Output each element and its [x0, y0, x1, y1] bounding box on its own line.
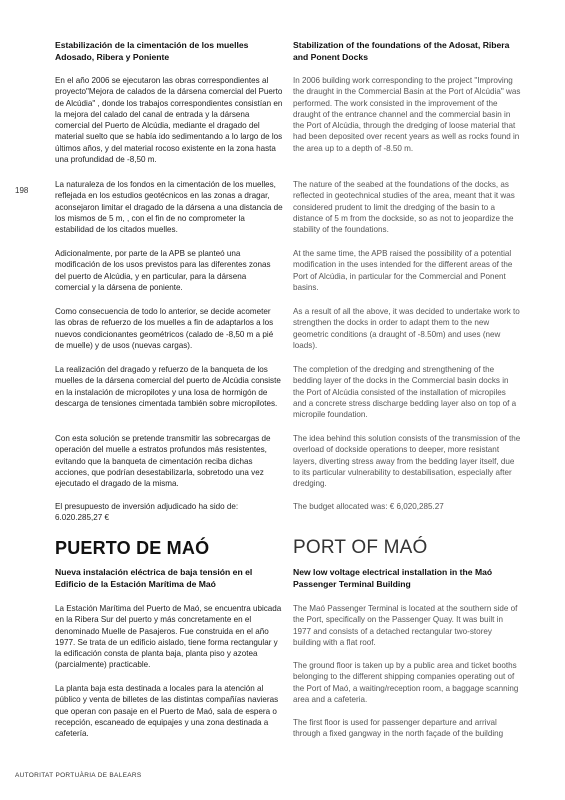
- paragraph-en-4: As a result of all the above, it was decided to undertake work to strengthen the docks in order to adapt them to the new geometric conditions (a draught of -8.50m) and uses (new loads).: [293, 307, 520, 350]
- paragraph2-es-2: La planta baja esta destinada a locales para la atención al público y venta de billetes de las distintas compañías navieras que operan con pasaje en el Puerto de Maó, sala de espera o recepción, escaneado de equipajes y una zona destinada a cafetería.: [55, 684, 279, 739]
- paragraph2-es-1: La Estación Marítima del Puerto de Maó, se encuentra ubicada en la Ribera Sur del puerto y más concretamente en el denominado Muelle de Pasajeros. Fue construida en el año 1977. Se trata de un edificio aislado, tiene forma rectangular y la edificación consta de planta baja, planta piso y azotea (parcialmente) practicable.: [55, 604, 282, 670]
- port-title-en: PORT OF MAÓ: [293, 537, 428, 558]
- section-heading-es: [55, 40, 283, 79]
- paragraph-es-6: Con esta solución se pretende transmitir las sobrecargas de operación del muelle a estratos profundos más resistentes, evitando que la banqueta de cimentación reciba dichas acciones, que podrían desestabilizarla, sobretodo una vez ejecutado el dragado de la misma.: [55, 434, 271, 489]
- paragraph-es-1: En el año 2006 se ejecutaron las obras correspondientes al proyecto"Mejora de calados de la dársena comercial del Puerto de Alcúdia" , donde los trabajos correspondientes consistían en la mejora del calado del canal de entrada y la dársena comercial del Puerto de Alcúdia, mediante el dragado del material suelto que se había ido sedimentando a lo largo de los últimos años, y del material rocoso existente en la zona hasta una profundidad de -8,50 m.: [55, 76, 283, 165]
- section-title-es: Estabilización de la cimentación de los muelles Adosado, Ribera y Poniente: [55, 40, 249, 62]
- paragraph-es-4: Como consecuencia de todo lo anterior, se decide acometer las obras de refuerzo de los muelles a fin de adaptarlos a los nuevos condicionantes geométricos (calado de -8,50 m a pié de muelle) y de usos (nuevas cargas).: [55, 307, 274, 350]
- paragraph-en-1: In 2006 building work corresponding to the project "Improving the draught in the Commercial Basin at the Port of Alcúdia" was performed. The work consisted in the improvement of the draught of the entrance channel and the commercial basin in the Port of Alcúdia, through the dredging of loose material that had been deposited over recent years as well as rocks found in the area up to a depth of -8.50 m.: [293, 76, 521, 153]
- paragraph-es-5: La realización del dragado y refuerzo de la banqueta de los muelles de la dársena comercial del puerto de Alcúdia consiste en la instalación de micropilotes y una losa de hormigón de descarga de tensiones cimentada también sobre micropilotes.: [55, 365, 281, 408]
- paragraph-en-5: The completion of the dredging and strengthening of the bedding layer of the docks in the Commercial basin docks in the Port of Alcúdia consisted of the installation of micropiles and a concrete stress discharge bedding layer also on top of a micropile foundation.: [293, 365, 517, 420]
- paragraph-es-3: Adicionalmente, por parte de la APB se planteó una modificación de los usos previstos para las diferentes zonas del puerto de Alcúdia, y en particular, para la dársena comercial y la dársena de poniente.: [55, 249, 271, 292]
- paragraph-en-3: At the same time, the APB raised the possibility of a potential modification in the uses intended for the different areas of the Port of Alcúdia, in particular for the Commercial and Ponent basins.: [293, 249, 513, 292]
- port-title-es: PUERTO DE MAÓ: [55, 538, 210, 558]
- paragraph2-en-2: The ground floor is taken up by a public area and ticket booths belonging to the different shipping companies operating out of the Port of Maó, a waiting/reception room, a baggage scanning area and a cafeteria.: [293, 661, 519, 704]
- paragraph2-en-1: The Maó Passenger Terminal is located at the southern side of the Port, specifically on the Passenger Quay. It was built in 1977 and consists of a detached rectangular two-storey building with a flat roof.: [293, 604, 518, 647]
- page-number: 198: [15, 186, 29, 195]
- section2-title-es: Nueva instalación eléctrica de baja tensión en el Edificio de la Estación Marítima de Maó: [55, 567, 253, 589]
- section2-title-en: New low voltage electrical installation in the Maó Passenger Terminal Building: [293, 567, 493, 589]
- paragraph2-en-3: The first floor is used for passenger departure and arrival through a fixed gangway in the north façade of the building: [293, 718, 504, 739]
- section-title-en: Stabilization of the foundations of the Adosat, Ribera and Ponent Docks: [293, 40, 510, 62]
- paragraph-es-2: La naturaleza de los fondos en la cimentación de los muelles, reflejada en los estudios geotécnicos en las zonas a dragar, aconsejaron limitar el dragado de la dársena a una distancia de los mismos de 5 m, , con el fin de no comprometer la estabilidad de los citados muelles.: [55, 180, 283, 235]
- paragraph-en-2: The nature of the seabed at the foundations of the docks, as reflected in geotechnical studies of the area, meant that it was considered prudent to limit the dredging of the basin to a distance of 5 m from the dockside, so as not to jeopardize the stability of the foundations.: [293, 180, 515, 235]
- paragraph-es-7: El presupuesto de inversión adjudicado ha sido de: 6.020.285,27 €: [55, 502, 239, 523]
- paragraph-en-7: The budget allocated was: € 6,020,285.27: [293, 502, 444, 511]
- footer: AUTORITAT PORTUÀRIA DE BALEARS: [15, 772, 142, 779]
- paragraph-en-6: The idea behind this solution consists of the transmission of the overload of dockside operations to deeper, more resistant layers, diverting stress away from the bedding layer itself, due to its particular vulnerability to destabilisation, especially after dredging.: [293, 434, 521, 489]
